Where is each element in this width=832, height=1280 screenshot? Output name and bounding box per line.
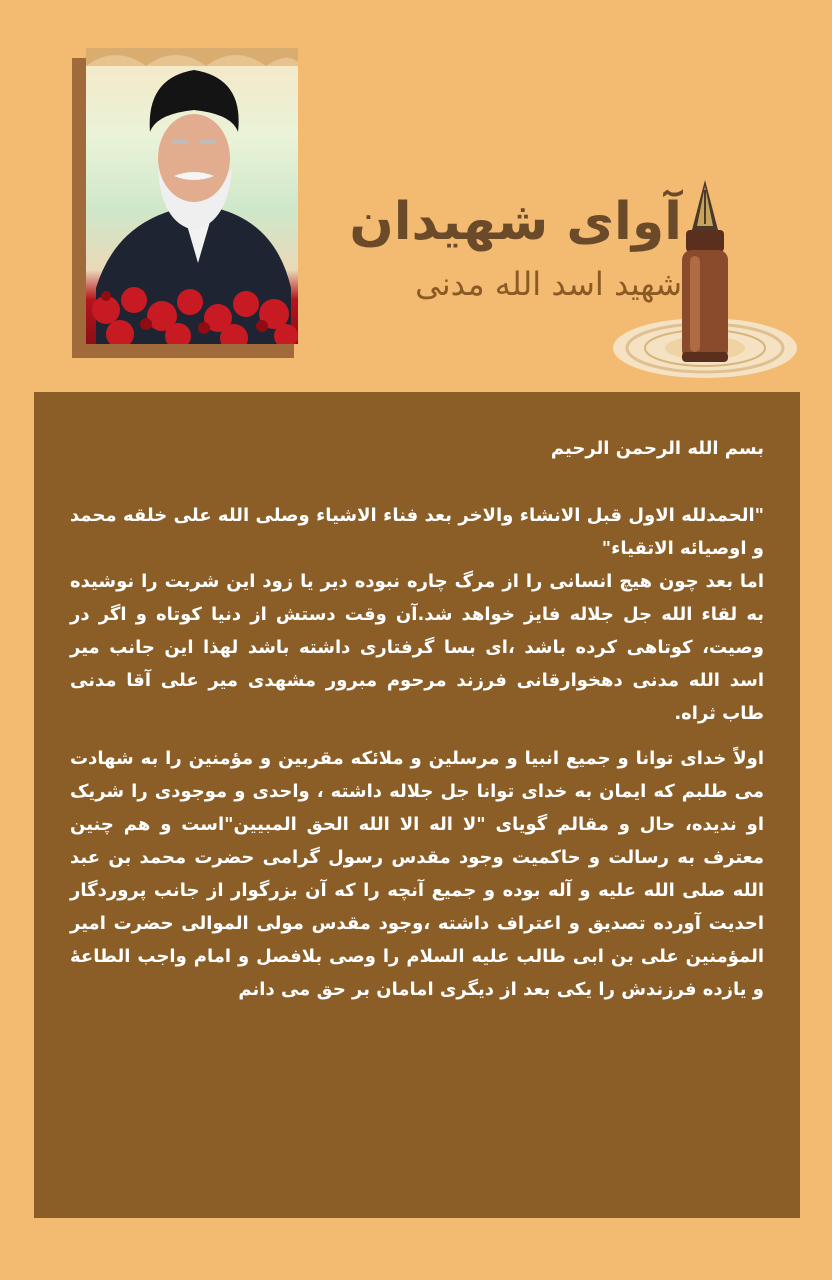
- page-subtitle: شهید اسد الله مدنی: [415, 265, 682, 303]
- portrait-illustration: [86, 48, 298, 344]
- portrait-frame: [72, 48, 300, 358]
- basmala: بسم الله الرحمن الرحیم: [550, 438, 764, 459]
- text-panel: [34, 392, 800, 1218]
- document-body: [70, 432, 764, 1006]
- portrait-image: [86, 48, 298, 344]
- pen-ornament: [610, 176, 800, 396]
- page-title: آوای شهیدان: [349, 192, 682, 252]
- paragraph-1: "الحمدلله الاول قبل الانشاء والاخر بعد فناء الاشیاء وصلی الله علی خلقه محمد و اوصیائه الاتقیاء": [70, 505, 764, 559]
- paragraph-3: اولاً خدای توانا و جمیع انبیا و مرسلین و ملائکه مقربین و مؤمنین را به شهادت می طلبم که ایمان به خدای توانا جل جلاله داشته ، واحدی و موجودی را شریک او ندیده، حال و مقالم گویای "لا اله الا الله الحق المبیین"است و هم چنین معترف به رسالت و حاکمیت وجود مقدس رسول گرامی حضرت محمد بن عبد الله صلی الله علیه و آله بوده و جمیع آنچه را که آن بزرگوار از جانب پروردگار احدیت آورده تصدیق و اعتراف داشته ،وجود مقدس مولی الموالی حضرت امیر المؤمنین علی بن ابی طالب علیه السلام را وصی بلافصل و امام واجب الطاعهٔ و یازده فرزندش را یکی بعد از دیگری امامان بر حق می دانم: [70, 748, 764, 1000]
- fountain-pen-icon: [610, 176, 800, 396]
- paragraph-2: اما بعد چون هیچ انسانی را از مرگ چاره نبوده دیر یا زود این شربت را نوشیده به لقاء الله جل جلاله فایز خواهد شد.آن وقت دستش از دنیا کوتاه و اگر در وصیت، کوتاهی کرده باشد ،ای بسا گرفتاری داشته باشد لهذا این جانب میر اسد الله مدنی دهخوارقانی فرزند مرحوم مبرور مشهدی میر علی آقا مدنی طاب ثراه.: [70, 571, 764, 724]
